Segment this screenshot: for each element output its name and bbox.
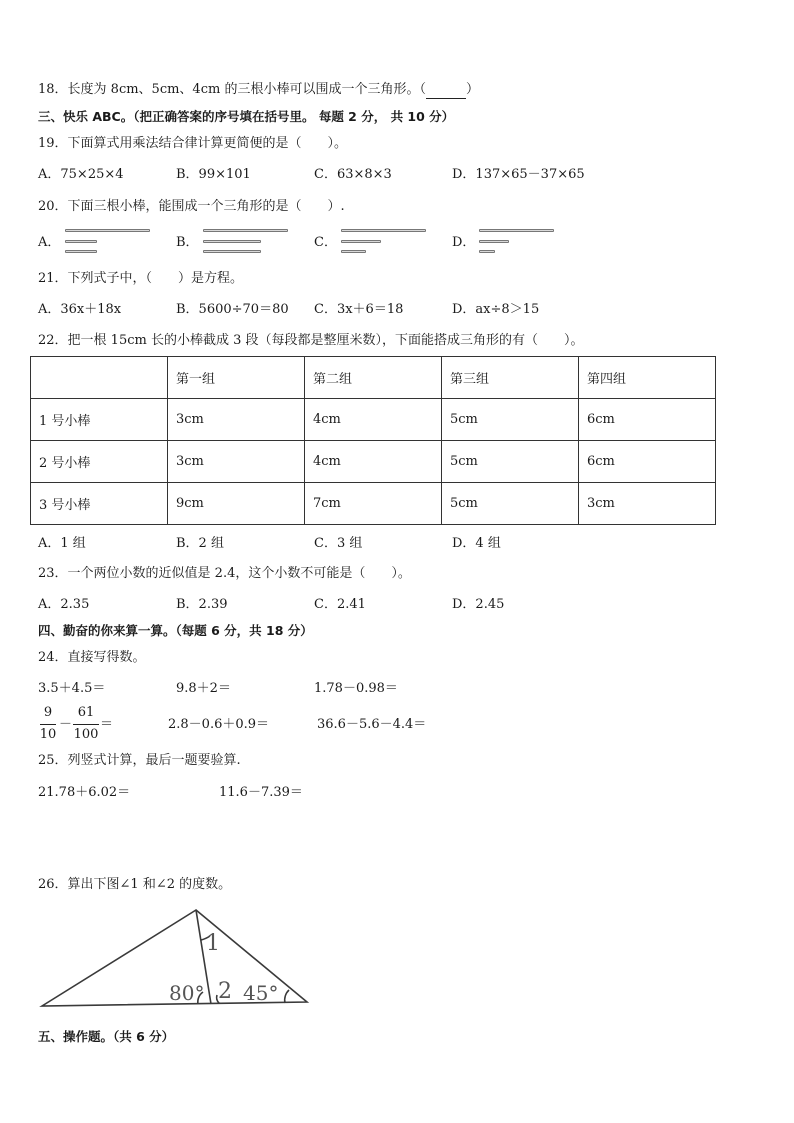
q23-option-c[interactable]: C．2.41	[314, 597, 366, 612]
table-header-cell: 第一组	[168, 357, 305, 399]
table-cell: 5cm	[442, 483, 579, 525]
q21-option-c[interactable]: C．3x＋6＝18	[314, 302, 404, 317]
table-cell: 9cm	[168, 483, 305, 525]
q21-option-d[interactable]: D．ax÷8＞15	[452, 302, 540, 317]
fraction-denominator: 100	[73, 727, 99, 742]
q22-option-b[interactable]: B．2 组	[176, 536, 224, 551]
calc-item: 1.78－0.98＝	[314, 681, 398, 696]
q23-option-d[interactable]: D．2.45	[452, 597, 505, 612]
section-3-title: 三、快乐 ABC。（把正确答案的序号填在括号里。 每题 2 分， 共 10 分）	[38, 109, 455, 124]
minus-sign: －	[59, 717, 73, 732]
q22-option-d[interactable]: D．4 组	[452, 536, 501, 551]
question-21: 21．下列式子中，（ ）是方程。	[38, 271, 244, 286]
fraction-denominator: 10	[39, 727, 57, 742]
calc-item: 11.6－7.39＝	[219, 785, 303, 800]
table-cell: 6cm	[579, 441, 716, 483]
q23-option-b[interactable]: B．2.39	[176, 597, 228, 612]
calc-item: 3.5＋4.5＝	[38, 681, 106, 696]
section-4-title: 四、勤奋的你来算一算。（每题 6 分，共 18 分）	[38, 623, 313, 638]
fraction-numerator: 61	[77, 705, 95, 720]
table-header-cell: 第三组	[442, 357, 579, 399]
calc-item: 36.6－5.6－4.4＝	[317, 717, 427, 732]
calc-item: 2.8－0.6＋0.9＝	[168, 717, 270, 732]
question-19: 19．下面算式用乘法结合律计算更简便的是（ ）。	[38, 136, 348, 151]
q21-option-b[interactable]: B．5600÷70＝80	[176, 302, 289, 317]
q19-option-c[interactable]: C．63×8×3	[314, 167, 392, 182]
q20-option-a[interactable]: A．	[38, 235, 61, 250]
q19-option-b[interactable]: B．99×101	[176, 167, 251, 182]
calc-item: 9.8＋2＝	[176, 681, 231, 696]
q19-option-a[interactable]: A．75×25×4	[38, 167, 124, 182]
table-cell: 1 号小棒	[31, 399, 168, 441]
question-25: 25．列竖式计算，最后一题要验算.	[38, 753, 241, 768]
table-cell: 5cm	[442, 441, 579, 483]
table-cell: 4cm	[305, 399, 442, 441]
question-26: 26．算出下图∠1 和∠2 的度数。	[38, 877, 232, 892]
angle-45-arc	[285, 990, 289, 1003]
fraction-numerator: 9	[43, 705, 53, 720]
q19-option-d[interactable]: D．137×65－37×65	[452, 167, 585, 182]
equals-sign: ＝	[100, 717, 114, 732]
question-24: 24．直接写得数。	[38, 650, 146, 665]
calc-item: 21.78＋6.02＝	[38, 785, 131, 800]
table-cell: 6cm	[579, 399, 716, 441]
table-cell: 3 号小棒	[31, 483, 168, 525]
table-cell: 3cm	[579, 483, 716, 525]
angle-1-label: 1	[206, 931, 220, 956]
table-cell: 5cm	[442, 399, 579, 441]
table-header-cell: 第二组	[305, 357, 442, 399]
q21-option-a[interactable]: A．36x＋18x	[38, 302, 122, 317]
question-23: 23．一个两位小数的近似值是 2.4，这个小数不可能是（ ）。	[38, 566, 411, 581]
section-5-title: 五、操作题。（共 6 分）	[38, 1029, 175, 1044]
q20-option-d[interactable]: D．	[452, 235, 476, 250]
q20-option-c[interactable]: C．	[314, 235, 337, 250]
table-cell: 2 号小棒	[31, 441, 168, 483]
question-18: 18．长度为 8cm、5cm、4cm 的三根小棒可以围成一个三角形。（ ）	[38, 82, 479, 97]
question-20: 20．下面三根小棒，能围成一个三角形的是（ ）.	[38, 199, 345, 214]
q22-option-c[interactable]: C．3 组	[314, 536, 363, 551]
q22-option-a[interactable]: A．1 组	[38, 536, 86, 551]
table-header-cell: 第四组	[579, 357, 716, 399]
question-22: 22．把一根 15cm 长的小棒截成 3 段（每段都是整厘米数），下面能搭成三角形的有（ ）。	[38, 333, 584, 348]
angle-2-label: 2	[218, 979, 232, 1004]
table-cell: 4cm	[305, 441, 442, 483]
table-cell: 7cm	[305, 483, 442, 525]
angle-80-label: 80°	[169, 981, 205, 1005]
q20-option-b[interactable]: B．	[176, 235, 199, 250]
table-cell: 3cm	[168, 441, 305, 483]
table-cell: 3cm	[168, 399, 305, 441]
q23-option-a[interactable]: A．2.35	[38, 597, 90, 612]
angle-45-label: 45°	[243, 981, 279, 1005]
